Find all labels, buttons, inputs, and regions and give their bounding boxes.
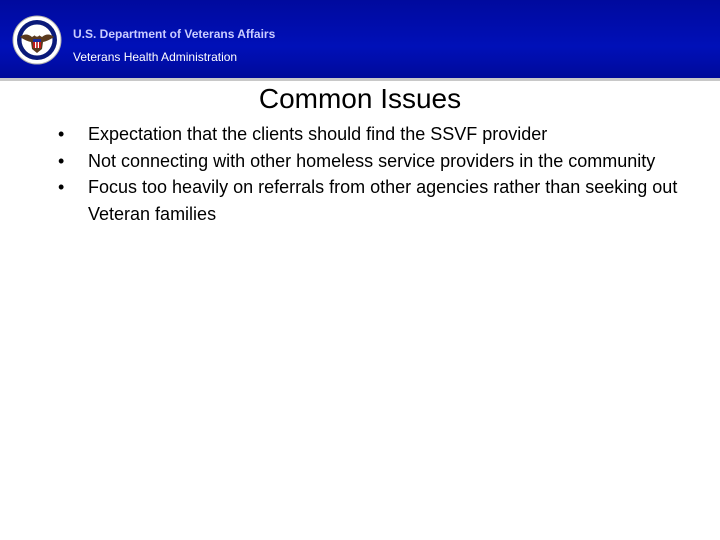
administration-name: Veterans Health Administration <box>73 50 238 64</box>
bullet-item <box>58 148 678 175</box>
bullet-marker: • <box>58 150 65 171</box>
bullet-item <box>58 121 678 148</box>
va-seal-icon <box>12 15 62 65</box>
bullet-text: Focus too heavily on referrals from other agencies rather than seeking out Veteran families <box>88 177 678 224</box>
bullet-marker: • <box>58 124 65 144</box>
header-bar <box>0 0 720 78</box>
department-name: U.S. Department of Veterans Affairs <box>73 27 276 41</box>
bullet-text: Expectation that the clients should find the SSVF provider <box>88 124 548 144</box>
bullet-marker: • <box>58 177 65 197</box>
slide-title: Common Issues <box>258 83 462 114</box>
bullet-item <box>58 174 678 227</box>
bullet-list <box>58 121 678 227</box>
bullet-text: Not connecting with other homeless service providers in the community <box>88 150 656 171</box>
